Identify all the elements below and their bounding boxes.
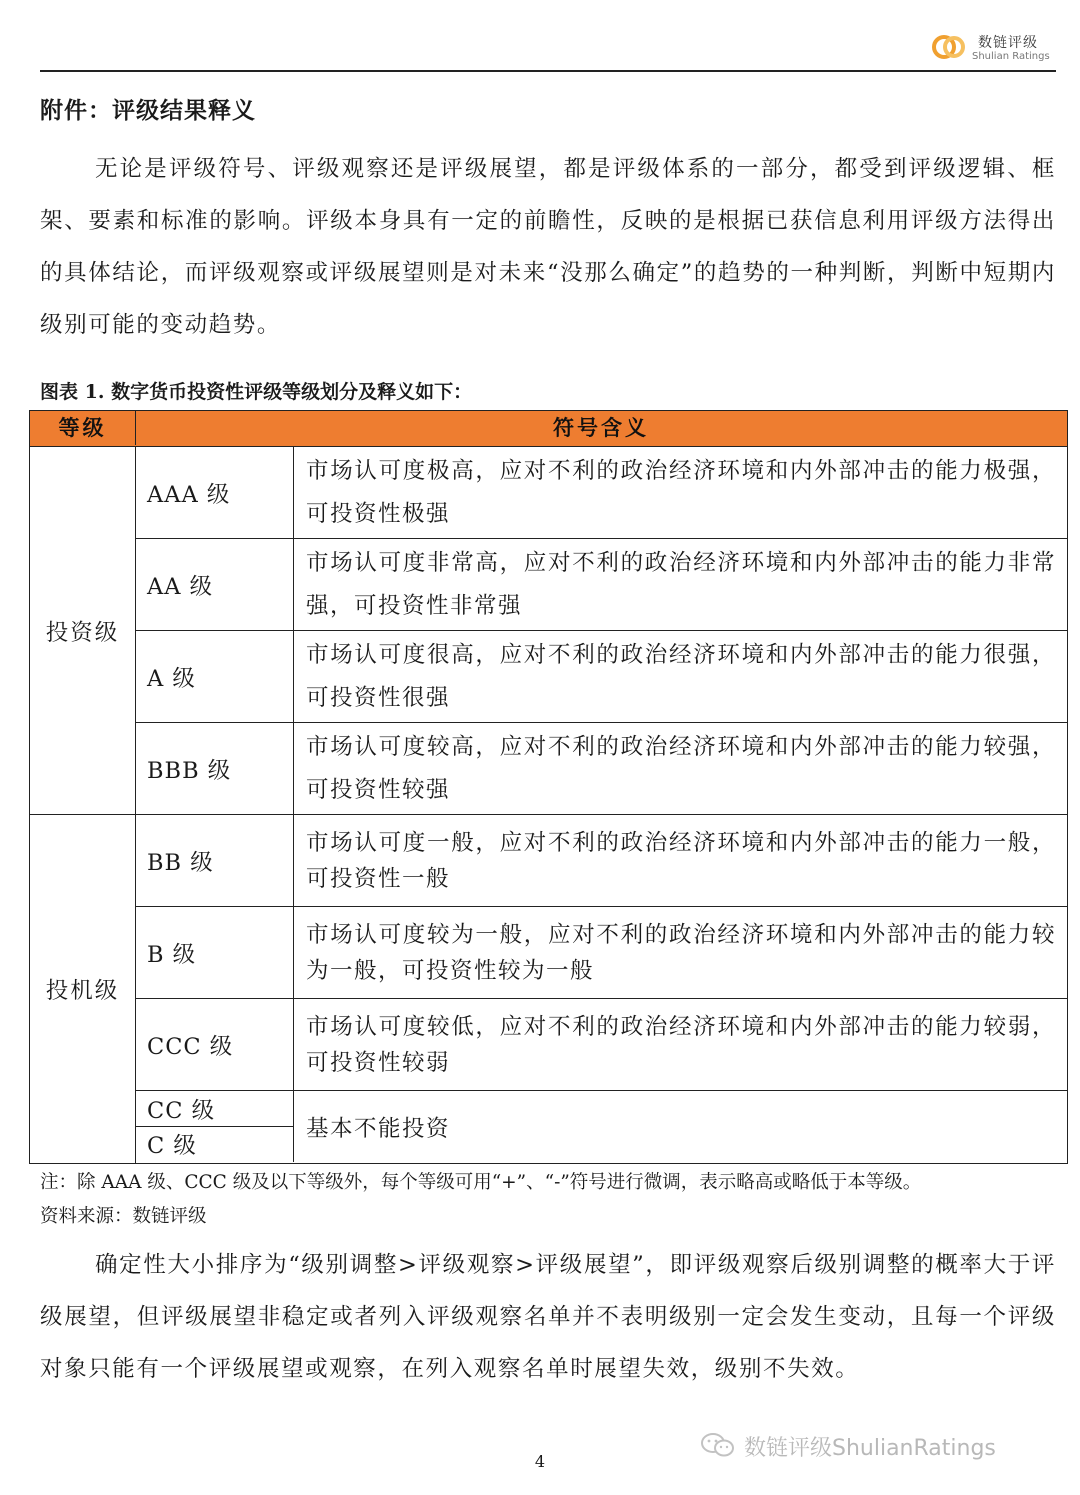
desc-cell: 基本不能投资 [306,1115,451,1142]
table-row [136,815,1067,907]
conclusion-paragraph: 确定性大小排序为“级别调整>评级观察>评级展望”，即评级观察后级别调整的概率大于评级展望，但评级展望非稳定或者列入评级观察名单并不表明级别一定会发生变动，且每一个评级对象只能有一个评级展望或观察，在列入观察名单时展望失效，级别不失效。 [40,1252,1056,1382]
desc-cell: 市场认可度一般，应对不利的政治经济环境和内外部冲击的能力一般，可投资性一般 [306,829,1056,892]
table-row [136,999,1067,1091]
shulian-logo-icon [932,32,966,62]
desc-cell: 市场认可度很高，应对不利的政治经济环境和内外部冲击的能力很强，可投资性很强 [306,641,1056,711]
header-grade: 等级 [30,411,136,445]
category-investment [30,447,136,815]
header-logo [928,28,1068,68]
grade-cell-split [136,1091,294,1162]
table-row [136,723,1067,815]
grade-cell: BBB 级 [136,723,294,814]
intro-paragraph: 无论是评级符号、评级观察还是评级展望，都是评级体系的一部分，都受到评级逻辑、框架、要素和标准的影响。评级本身具有一定的前瞻性，反映的是根据已获信息利用评级方法得出的具体结论，而评级观察或评级展望则是对未来“没那么确定”的趋势的一种判断，判断中短期内级别可能的变动趋势。 [40,156,1056,338]
table-row [136,447,1067,539]
figure-caption: 图表 1. 数字货币投资性评级等级划分及释义如下： [40,381,473,403]
section-title: 附件：评级结果释义 [40,98,256,124]
watermark-text: 数链评级ShulianRatings [744,1436,996,1461]
grade-cell: CC 级 [136,1091,293,1127]
rating-table [29,410,1068,1164]
header-divider [40,70,1056,72]
desc-cell: 市场认可度较为一般，应对不利的政治经济环境和内外部冲击的能力较为一般，可投资性较为一般 [306,921,1056,984]
table-row [136,631,1067,723]
grade-cell: AA 级 [136,539,294,630]
desc-cell: 市场认可度较低，应对不利的政治经济环境和内外部冲击的能力较弱，可投资性较弱 [306,1013,1056,1076]
grade-cell: C 级 [147,1133,197,1159]
page-number: 4 [534,1452,546,1471]
grade-cell: CCC 级 [136,999,294,1090]
table-row [136,907,1067,999]
grade-cell: A 级 [136,631,294,722]
desc-cell: 市场认可度较高，应对不利的政治经济环境和内外部冲击的能力较强，可投资性较强 [306,733,1056,803]
grade-cell: AAA 级 [136,447,294,538]
desc-cell: 市场认可度极高，应对不利的政治经济环境和内外部冲击的能力极强，可投资性极强 [306,457,1056,527]
table-row [136,539,1067,631]
grade-cell: B 级 [136,907,294,998]
category-speculative-label: 投机级 [45,978,120,1004]
grade-cell: BB 级 [136,815,294,906]
category-speculative [30,815,136,1163]
table-note: 注：除 AAA 级、CCC 级及以下等级外，每个等级可用“+”、“-”符号进行微调，表示略高或略低于本等级。 [40,1172,922,1193]
table-row [136,1091,1067,1162]
logo-text-cn: 数链评级 [978,35,1038,51]
header-meaning: 符号含义 [553,416,649,440]
category-investment-label: 投资级 [45,619,120,646]
logo-text-en: Shulian Ratings [972,51,1050,62]
table-source: 资料来源：数链评级 [40,1206,207,1227]
desc-cell: 市场认可度非常高，应对不利的政治经济环境和内外部冲击的能力非常强，可投资性非常强 [306,549,1056,619]
table-header-row [30,411,1067,447]
